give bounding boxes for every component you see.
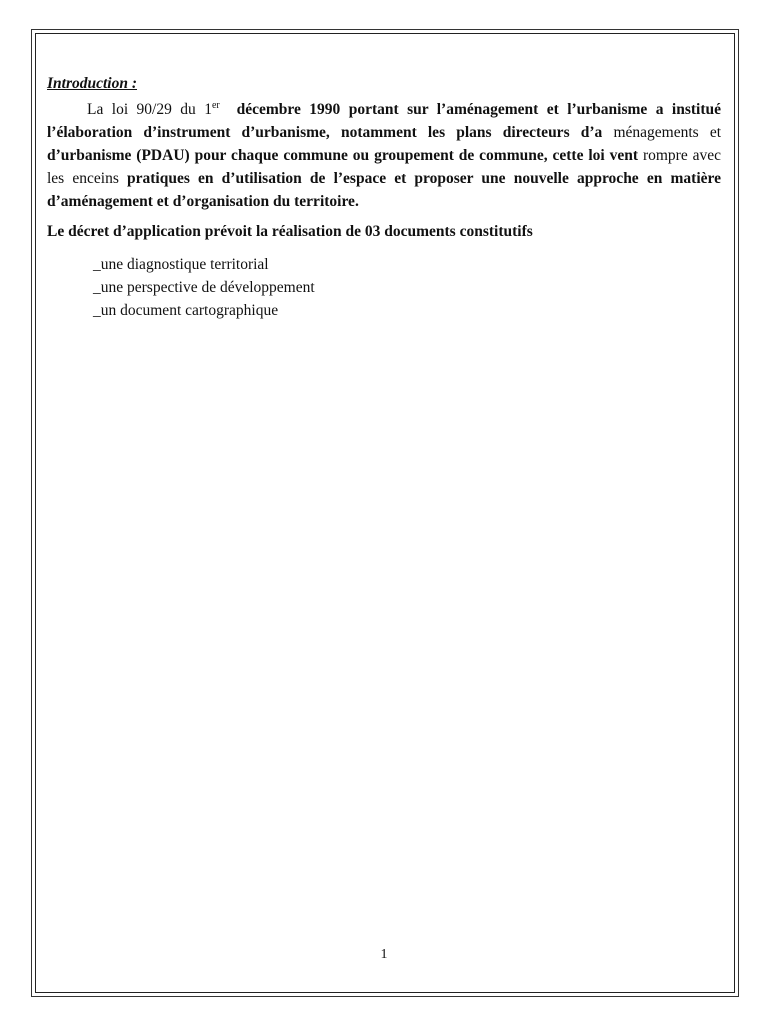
- section-heading: Introduction :: [47, 75, 138, 92]
- list-item: _un document cartographique: [93, 302, 279, 319]
- document-body: [47, 72, 721, 322]
- list-item: _une perspective de développement: [93, 279, 315, 296]
- intro-text-5: rompre avec les enceins: [47, 147, 721, 187]
- intro-text-6: pratiques en d’utilisation de l’espace et proposer une nouvelle approche en matière d’aménagement et d’organisation du territoire.: [47, 170, 721, 210]
- intro-text-3: ménagements et: [602, 124, 722, 141]
- page-number: 1: [380, 947, 388, 962]
- intro-text-2: décembre 1990 portant sur l’aménagement et l’urbanisme a institué l’élaboration d’instrument d’urbanisme, notamment les plans directeurs d’a: [47, 101, 721, 141]
- list-item: _une diagnostique territorial: [93, 256, 269, 273]
- intro-text-4: d’urbanisme (PDAU) pour chaque commune ou groupement de commune, cette loi vent: [47, 147, 639, 164]
- intro-paragraph: [47, 98, 721, 213]
- documents-list: [93, 253, 721, 322]
- intro-text-1: La loi 90/29 du 1: [87, 101, 212, 118]
- decree-paragraph: Le décret d’application prévoit la réalisation de 03 documents constitutifs: [47, 223, 533, 240]
- ordinal-superscript: er: [211, 99, 220, 111]
